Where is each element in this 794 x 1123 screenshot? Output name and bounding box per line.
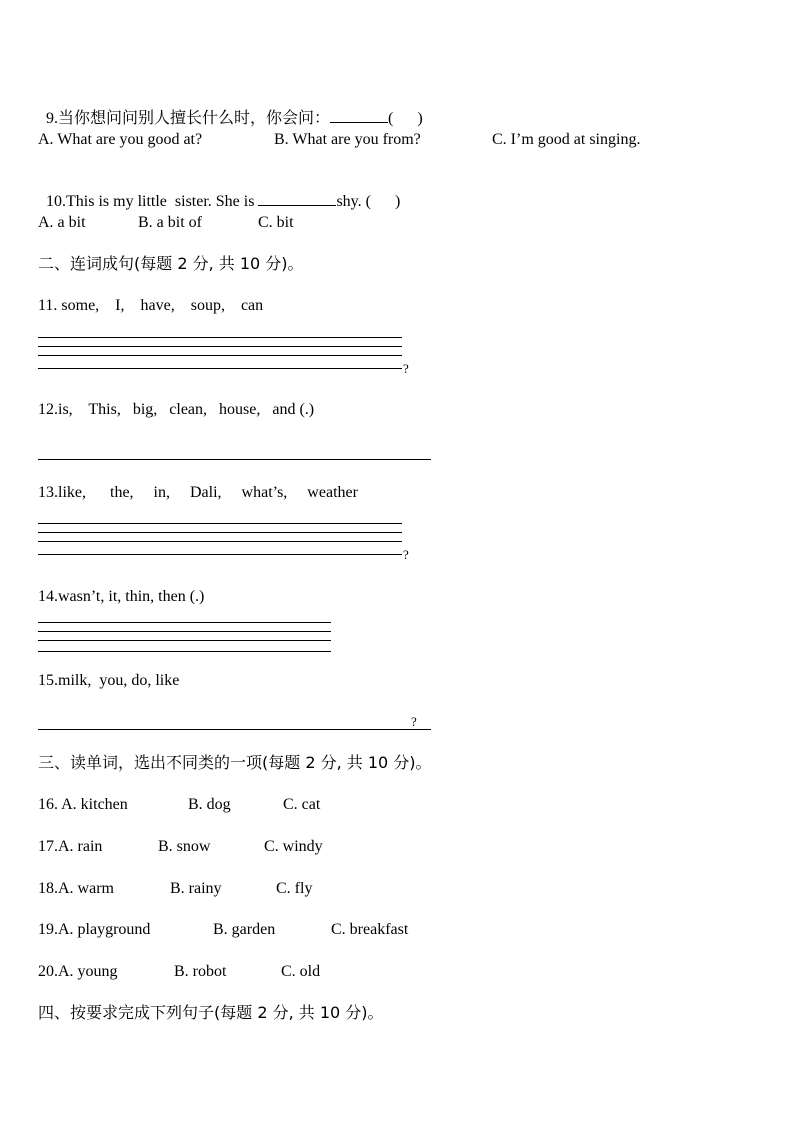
- answer-line[interactable]: [38, 631, 331, 632]
- question-19-option-c: C. breakfast: [331, 921, 409, 938]
- section-4-title: 四、按要求完成下列句子(每题 2 分, 共 10 分)。: [38, 1003, 384, 1022]
- question-20-option-b: B. robot: [174, 963, 227, 980]
- question-19-option-a: 19.A. playground: [38, 921, 151, 938]
- question-13: 13.like, the, in, Dali, what’s, weather: [38, 484, 358, 501]
- answer-line[interactable]: [38, 346, 402, 347]
- option-a: A. What are you good at?: [38, 131, 203, 148]
- question-19-option-b: B. garden: [213, 921, 276, 938]
- question-17-option-a: 17.A. rain: [38, 838, 103, 855]
- question-10: [38, 171, 400, 212]
- question-18-option-a: 18.A. warm: [38, 880, 114, 897]
- answer-line[interactable]: [38, 532, 402, 533]
- question-14: 14.wasn’t, it, thin, then (.): [38, 588, 205, 605]
- answer-line[interactable]: [38, 541, 402, 542]
- question-10-text: 10.This is my little sister. She is: [46, 193, 259, 210]
- question-9: [38, 88, 423, 129]
- question-20-option-c: C. old: [281, 963, 321, 980]
- section-2-title: 二、连词成句(每题 2 分, 共 10 分)。: [38, 254, 304, 273]
- option-a: A. a bit: [38, 214, 86, 231]
- answer-line[interactable]: [38, 368, 402, 369]
- answer-line[interactable]: [38, 622, 331, 623]
- question-15: 15.milk, you, do, like: [38, 672, 180, 689]
- option-c: C. I’m good at singing.: [492, 131, 641, 148]
- answer-line[interactable]: [38, 523, 402, 524]
- option-c: C. bit: [258, 214, 294, 231]
- option-b: B. a bit of: [138, 214, 202, 231]
- question-12: 12.is, This, big, clean, house, and (.): [38, 401, 315, 418]
- question-mark: ?: [403, 361, 409, 376]
- answer-line[interactable]: [38, 355, 402, 356]
- question-20-option-a: 20.A. young: [38, 963, 118, 980]
- answer-line[interactable]: [38, 337, 402, 338]
- question-10-suffix: shy. ( ): [336, 193, 401, 210]
- answer-line[interactable]: [38, 554, 402, 555]
- question-17-option-c: C. windy: [264, 838, 323, 855]
- question-16-option-c: C. cat: [283, 796, 321, 813]
- answer-blank[interactable]: [258, 191, 336, 206]
- question-16-option-a: 16. A. kitchen: [38, 796, 128, 813]
- question-11: 11. some, I, have, soup, can: [38, 297, 264, 314]
- question-mark: ?: [403, 547, 409, 562]
- question-17-option-b: B. snow: [158, 838, 211, 855]
- answer-line[interactable]: [38, 729, 431, 730]
- question-9-text: 9.当你想问问别人擅长什么时，你会问：: [46, 110, 331, 127]
- question-mark: ?: [411, 714, 417, 729]
- question-18-option-c: C. fly: [276, 880, 313, 897]
- answer-line[interactable]: [38, 459, 431, 460]
- option-b: B. What are you from?: [274, 131, 421, 148]
- question-16-option-b: B. dog: [188, 796, 231, 813]
- answer-paren: ( ): [388, 110, 423, 127]
- question-18-option-b: B. rainy: [170, 880, 222, 897]
- answer-blank[interactable]: [330, 108, 388, 123]
- answer-line[interactable]: [38, 640, 331, 641]
- answer-line[interactable]: [38, 651, 331, 652]
- section-3-title: 三、读单词，选出不同类的一项(每题 2 分, 共 10 分)。: [38, 753, 432, 772]
